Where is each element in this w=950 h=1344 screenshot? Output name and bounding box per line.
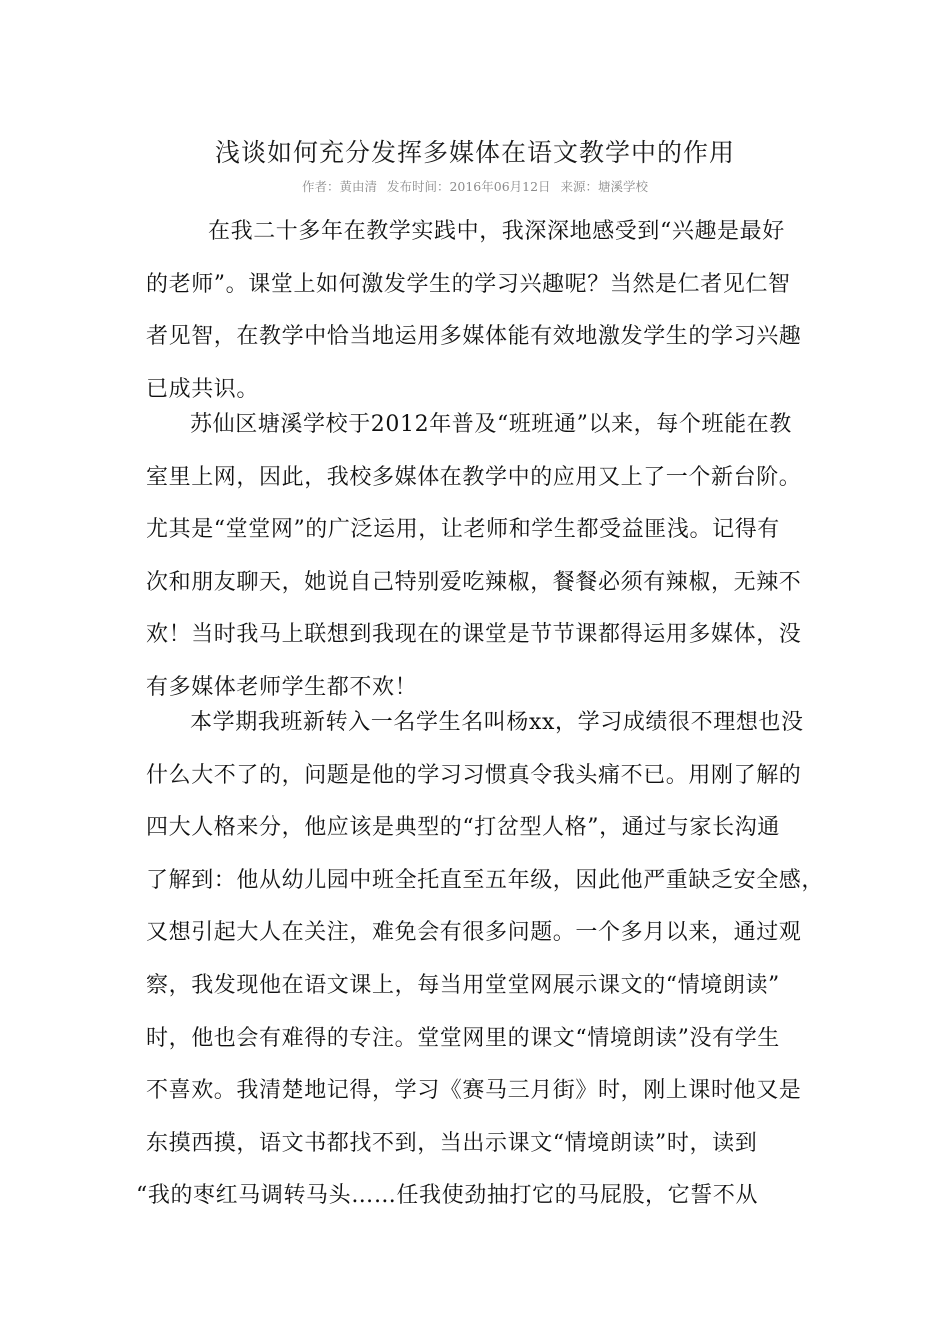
text-line: 察，我发现他在语文课上，每当用堂堂网展示课文的“情境朗读” [146,972,780,998]
text-line: 次和朋友聊天，她说自己特别爱吃辣椒，餐餐必须有辣椒，无辣不 [146,569,802,595]
text-line: 什么大不了的，问题是他的学习习惯真令我头痛不已。用刚了解的 [146,762,802,788]
text-line: 东摸西摸，语文书都找不到，当出示课文“情境朗读”时，读到 [146,1130,758,1156]
text-line: 本学期我班新转入一名学生名叫杨xx，学习成绩很不理想也没 [190,710,804,735]
text-line: 时，他也会有难得的专注。堂堂网里的课文“情境朗读”没有学生 [146,1025,780,1051]
text-line: 不喜欢。我清楚地记得，学习《赛马三月街》时，刚上课时他又是 [146,1078,802,1104]
text-line: 欢！当时我马上联想到我现在的课堂是节节课都得运用多媒体，没 [146,622,802,648]
publish-date: 发布时间：2016年06月12日 [386,179,551,194]
paragraph-2 [146,399,806,715]
source-info: 来源：塘溪学校 [560,179,649,194]
text-line: 已成共识。 [146,376,260,402]
text-line: 室里上网，因此，我校多媒体在教学中的应用又上了一个新台阶。 [146,464,802,490]
text-line: 尤其是“堂堂网”的广泛运用，让老师和学生都受益匪浅。记得有 [146,517,780,543]
text-line: 者见智，在教学中恰当地运用多媒体能有效地激发学生的学习兴趣 [146,324,802,350]
text-line: 的老师”。课堂上如何激发学生的学习兴趣呢？当然是仁者见仁智 [146,271,791,297]
text-line: 在我二十多年在教学实践中，我深深地感受到“兴趣是最好 [208,219,785,244]
text-line: 四大人格来分，他应该是典型的“打岔型人格”，通过与家长沟通 [146,815,780,841]
text-line: “我的枣红马调转马头……任我使劲抽打它的马屁股，它誓不从 [136,1183,759,1209]
paragraph-3 [136,697,825,1223]
author-info: 作者：黄由清 [301,179,377,194]
text-line: 了解到：他从幼儿园中班全托直至五年级，因此他严重缺乏安全感， [146,867,825,893]
article-title: 浅谈如何充分发挥多媒体在语文教学中的作用 [214,138,735,167]
text-line: 苏仙区塘溪学校于2012年普及“班班通”以来，每个班能在教 [190,412,792,437]
article-meta [0,177,950,195]
paragraph-1 [146,206,806,416]
text-line: 又想引起大人在关注，难免会有很多问题。一个多月以来，通过观 [146,920,802,946]
text-line: 有多媒体老师学生都不欢！ [146,674,418,700]
